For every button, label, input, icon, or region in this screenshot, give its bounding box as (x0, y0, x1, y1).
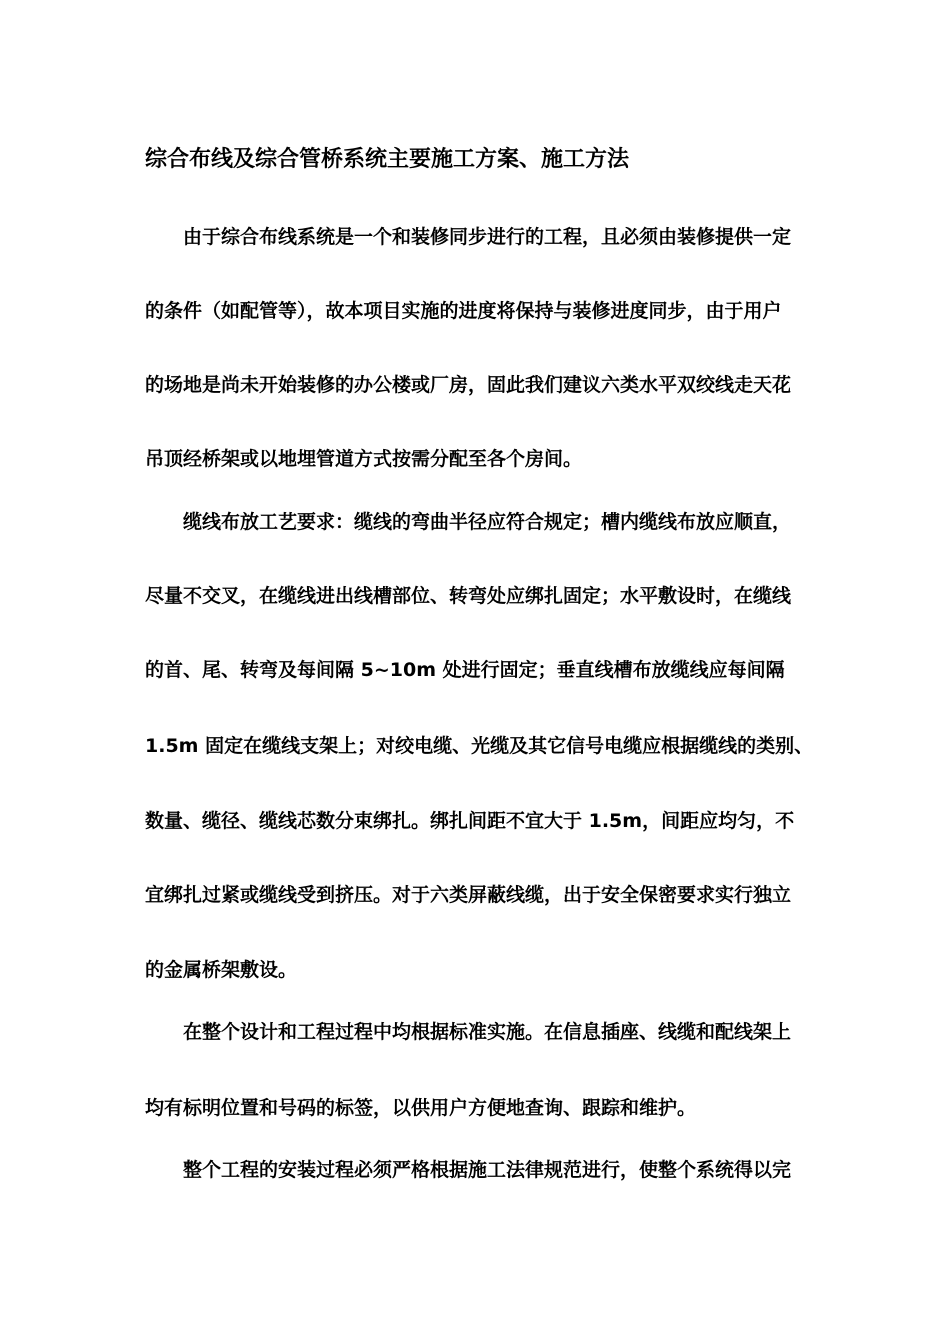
paragraph-line: 的场地是尚未开始装修的办公楼或厂房，固此我们建议六类水平双绞线走天花 (145, 374, 792, 396)
paragraph-line: 在整个设计和工程过程中均根据标准实施。在信息插座、线缆和配线架上 (183, 1021, 792, 1043)
paragraph-line: 由于综合布线系统是一个和装修同步进行的工程，且必须由装修提供一定 (183, 226, 792, 248)
paragraph-line: 整个工程的安装过程必须严格根据施工法律规范进行，使整个系统得以完 (183, 1159, 792, 1181)
paragraph-line: 1.5m 固定在缆线支架上；对绞电缆、光缆及其它信号电缆应根据缆线的类别、 (145, 735, 814, 757)
paragraph-line: 尽量不交叉，在缆线进出线槽部位、转弯处应绑扎固定；水平敷设时，在缆线 (145, 585, 792, 607)
paragraph-line: 宜绑扎过紧或缆线受到挤压。对于六类屏蔽线缆，出于安全保密要求实行独立 (145, 884, 792, 906)
paragraph-line: 的金属桥架敷设。 (145, 959, 298, 981)
paragraph-line: 缆线布放工艺要求：缆线的弯曲半径应符合规定；槽内缆线布放应顺直， (183, 511, 792, 533)
paragraph-line: 均有标明位置和号码的标签，以供用户方便地查询、跟踪和维护。 (145, 1097, 697, 1119)
paragraph-line: 的首、尾、转弯及每间隔 5~10m 处进行固定；垂直线槽布放缆线应每间隔 (145, 659, 785, 681)
paragraph-line: 数量、缆径、缆线芯数分束绑扎。绑扎间距不宜大于 1.5m，间距应均匀，不 (145, 810, 795, 832)
paragraph-line: 吊顶经桥架或以地埋管道方式按需分配至各个房间。 (145, 448, 583, 470)
paragraph-line: 的条件（如配管等），故本项目实施的进度将保持与装修进度同步，由于用户 (145, 300, 782, 322)
document-title: 综合布线及综合管桥系统主要施工方案、施工方法 (145, 147, 630, 172)
